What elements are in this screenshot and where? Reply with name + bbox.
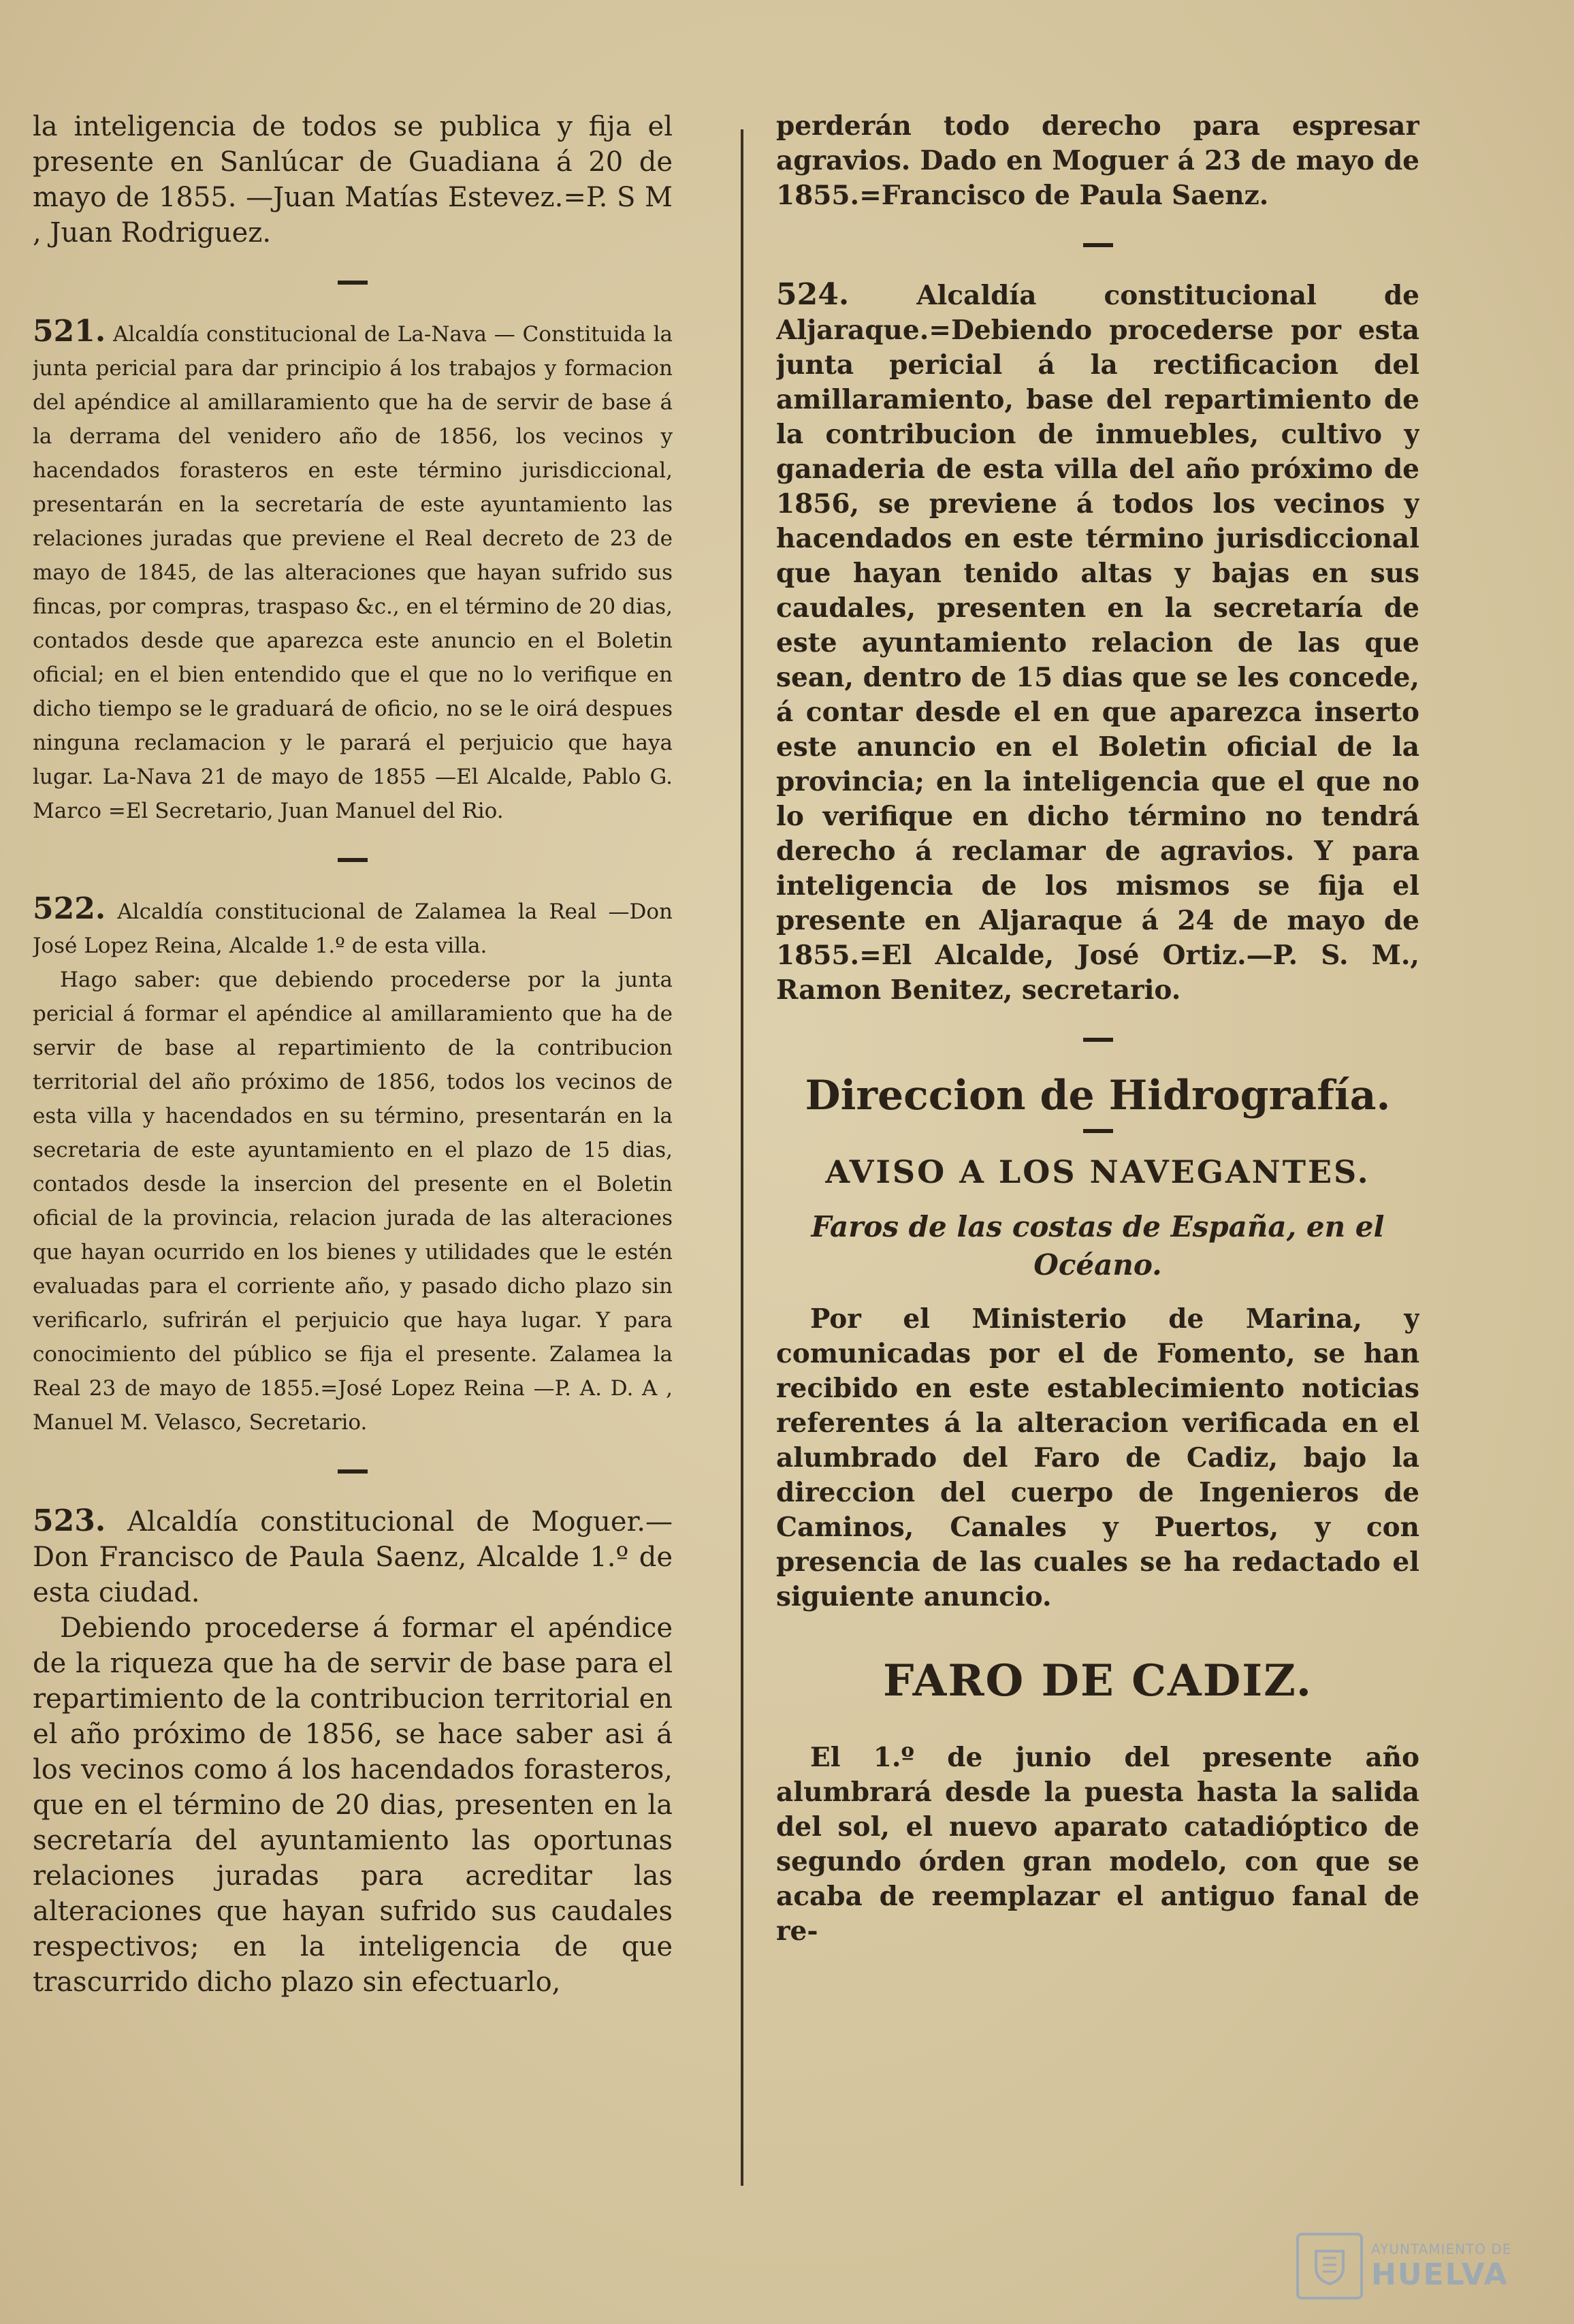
section-separator bbox=[338, 858, 368, 862]
left-column bbox=[33, 109, 673, 2283]
notice-text: Alcaldía constitucional de Zalamea la Real —Don José Lopez Reina, Alcalde 1.º de esta villa. bbox=[33, 900, 673, 958]
watermark-top-text: AYUNTAMIENTO DE bbox=[1371, 2240, 1512, 2257]
intro-paragraph: la inteligencia de todos se publica y fija el presente en Sanlúcar de Guadiana á 20 de mayo de 1855. —Juan Matías Estevez.=P. S M , Juan Rodriguez. bbox=[33, 111, 673, 249]
heading-separator bbox=[1083, 1129, 1113, 1133]
section-separator bbox=[338, 1469, 368, 1474]
watermark-bottom-text: HUELVA bbox=[1371, 2257, 1509, 2292]
notice-521 bbox=[33, 315, 673, 828]
notice-text: Alcaldía constitucional de Moguer.—Don Francisco de Paula Saenz, Alcalde 1.º de esta ciudad. bbox=[33, 1506, 673, 1608]
right-column bbox=[776, 109, 1419, 2283]
heading-faro-cadiz: FARO DE CADIZ. bbox=[882, 1655, 1313, 1706]
notice-number: 522. bbox=[33, 891, 106, 926]
notice-number: 523. bbox=[33, 1503, 106, 1538]
notice-523-continuation: perderán todo derecho para espresar agravios. Dado en Moguer á 23 de mayo de 1855.=Francisco de Paula Saenz. bbox=[776, 110, 1419, 211]
heading-aviso-navegantes: AVISO A LOS NAVEGANTES. bbox=[825, 1153, 1370, 1190]
notice-number: 521. bbox=[33, 314, 106, 349]
section-separator bbox=[1083, 1038, 1113, 1042]
section-separator bbox=[338, 281, 368, 285]
section-separator bbox=[1083, 243, 1113, 247]
archive-watermark-logo bbox=[1296, 2229, 1521, 2304]
paragraph-faro: El 1.º de junio del presente año alumbrará desde la puesta hasta la salida del sol, el nuevo aparato catadióptico de segundo órden gran modelo, con que se acaba de reemplazar el antiguo fanal de re- bbox=[776, 1742, 1419, 1947]
subheading-faros: Faros de las costas de España, en el Océano. bbox=[811, 1210, 1385, 1282]
notice-523-body: Debiendo procederse á formar el apéndice de la riqueza que ha de servir de base para el repartimiento de la contribucion territorial en el año próximo de 1856, se hace saber asi á los vecinos como á los hacendados forasteros, que en el término de 20 dias, presenten en la secretaría del ayuntamiento las oportunas relaciones juradas para acreditar las alteraciones que hayan sufrido sus caudales respectivos; en la inteligencia de que trascurrido dicho plazo sin efectuarlo, bbox=[33, 1612, 673, 1998]
notice-text: Alcaldía constitucional de Aljaraque.=Debiendo procederse por esta junta pericial á la rectificacion del amillaramiento, base del repartimiento de la contribucion de inmuebles, cultivo y ganaderia de esta villa del año próximo de 1856, se previene á todos los vecinos y hacendados en este término jurisdiccional que hayan tenido altas y bajas en sus caudales, presenten en la secretaría de este ayuntamiento relacion de las que sean, dentro de 15 dias que se les concede, á contar desde el en que aparezca inserto este anuncio en el Boletin oficial de la provincia; en la inteligencia que el que no lo verifique en dicho término no tendrá derecho á reclamar de agravios. Y para inteligencia de los mismos se fija el presente en Aljaraque á 24 de mayo de 1855.=El Alcalde, José Ortiz.—P. S. M., Ramon Benitez, secretario. bbox=[776, 280, 1419, 1006]
paragraph-ministerio: Por el Ministerio de Marina, y comunicadas por el de Fomento, se han recibido en este establecimiento noticias referentes á la alteracion verificada en el alumbrado del Faro de Cadiz, bajo la direccion del cuerpo de Ingenieros de Caminos, Canales y Puertos, y con presencia de las cuales se ha redactado el siguiente anuncio. bbox=[776, 1303, 1419, 1612]
notice-text: Alcaldía constitucional de La-Nava — Constituida la junta pericial para dar principio á los trabajos y formacion del apéndice al amillaramiento que ha de servir de base á la derrama del venidero año de 1856, los vecinos y hacendados forasteros en este término jurisdiccional, presentarán en la secretaría de este ayuntamiento las relaciones juradas que previene el Real decreto de 23 de mayo de 1845, de las alteraciones que hayan sufrido sus fincas, por compras, traspaso &c., en el término de 20 dias, contados desde que aparezca este anuncio en el Boletin oficial; en el bien entendido que el que no lo verifique en dicho tiempo se le graduará de oficio, no se le oirá despues ninguna reclamacion y le parará el perjuicio que haya lugar. La-Nava 21 de mayo de 1855 —El Alcalde, Pablo G. Marco =El Secretario, Juan Manuel del Rio. bbox=[33, 322, 673, 823]
notice-523-header bbox=[33, 1503, 673, 1610]
notice-524 bbox=[776, 277, 1419, 1008]
column-divider bbox=[741, 129, 743, 2186]
heading-direccion-hidrografia: Direccion de Hidrografía. bbox=[805, 1072, 1391, 1119]
notice-522-body: Hago saber: que debiendo procederse por la junta pericial á formar el apéndice al amillaramiento que ha de servir de base al repartimiento de la contribucion territorial del año próximo de 1856, todos los vecinos de esta villa y hacendados en su término, presentarán en la secretaria de este ayuntamiento en el plazo de 15 dias, contados desde la insercion del presente en el Boletin oficial de la provincia, relacion jurada de las alteraciones que hayan ocurrido en los bienes y utilidades que le estén evaluadas para el corriente año, y pasado dicho plazo sin verificarlo, sufrirán el perjuicio que haya lugar. Y para conocimiento del público se fija el presente. Zalamea la Real 23 de mayo de 1855.=José Lopez Reina —P. A. D. A , Manuel M. Velasco, Secretario. bbox=[33, 968, 673, 1435]
notice-522-header bbox=[33, 892, 673, 963]
notice-number: 524. bbox=[776, 277, 850, 312]
shield-icon bbox=[1296, 2233, 1363, 2299]
